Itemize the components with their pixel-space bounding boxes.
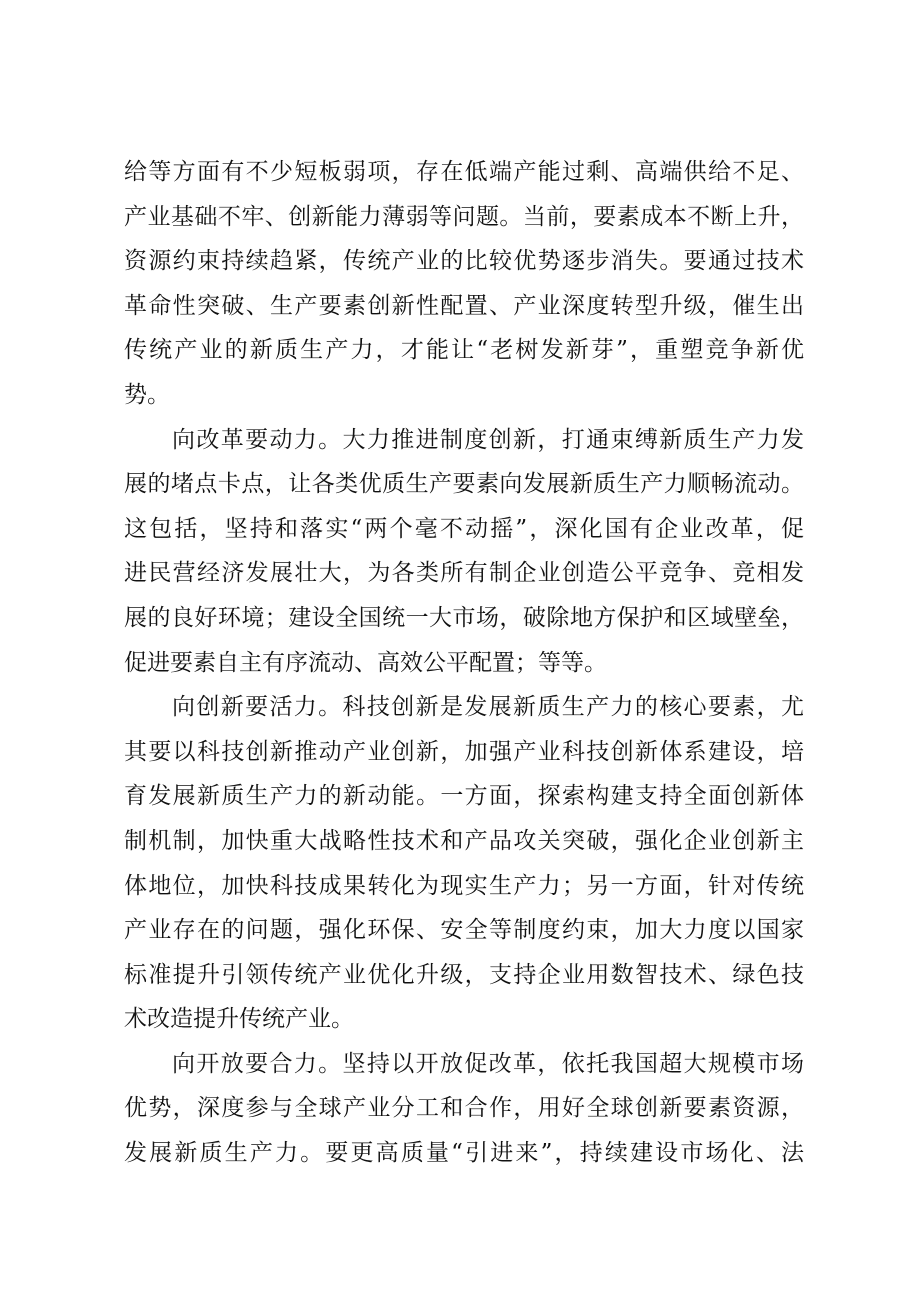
text-line: 这包括，坚持和落实“两个毫不动摇”，深化国有企业改革，促: [124, 515, 804, 542]
text-line: 产业存在的问题，强化环保、安全等制度约束，加大力度以国家: [124, 917, 804, 944]
text-line: 产业基础不牢、创新能力薄弱等问题。当前，要素成本不断上升，: [124, 203, 804, 230]
text-line: 向开放要合力。坚持以开放促改革，依托我国超大规模市场: [172, 1050, 804, 1077]
text-line: 展的堵点卡点，让各类优质生产要素向发展新质生产力顺畅流动。: [124, 471, 804, 498]
text-line: 向改革要动力。大力推进制度创新，打通束缚新质生产力发: [172, 426, 804, 453]
text-line: 向创新要活力。科技创新是发展新质生产力的核心要素，尤: [172, 694, 804, 721]
text-line: 制机制，加快重大战略性技术和产品攻关突破，强化企业创新主: [124, 827, 804, 854]
document-body: [124, 150, 804, 1176]
text-line: 传统产业的新质生产力，才能让“老树发新芽”，重塑竞争新优: [124, 337, 804, 364]
text-line: 标准提升引领传统产业优化升级，支持企业用数智技术、绿色技: [124, 961, 804, 988]
paragraph-reform: [124, 418, 804, 686]
text-line: 给等方面有不少短板弱项，存在低端产能过剩、高端供给不足、: [124, 159, 804, 185]
paragraph-continuation: [124, 150, 804, 418]
text-line: 体地位，加快科技成果转化为现实生产力；另一方面，针对传统: [124, 872, 804, 899]
text-line: 展的良好环境；建设全国统一大市场，破除地方保护和区域壁垒，: [124, 604, 804, 631]
text-line: 术改造提升传统产业。: [124, 1006, 354, 1033]
text-line: 育发展新质生产力的新动能。一方面，探索构建支持全面创新体: [124, 783, 804, 810]
text-line: 进民营经济发展壮大，为各类所有制企业创造公平竞争、竞相发: [124, 560, 804, 587]
paragraph-innovation: [124, 685, 804, 1042]
text-line: 优势，深度参与全球产业分工和合作，用好全球创新要素资源，: [124, 1095, 804, 1122]
text-line: 促进要素自主有序流动、高效公平配置；等等。: [124, 649, 607, 676]
text-line: 其要以科技创新推动产业创新，加强产业科技创新体系建设，培: [124, 738, 804, 765]
text-line: 资源约束持续趋紧，传统产业的比较优势逐步消失。要通过技术: [124, 248, 804, 275]
text-line: 势。: [124, 381, 170, 408]
paragraph-opening: [124, 1042, 804, 1176]
text-line: 发展新质生产力。要更高质量“引进来”，持续建设市场化、法: [124, 1140, 804, 1167]
text-line: 革命性突破、生产要素创新性配置、产业深度转型升级，催生出: [124, 292, 804, 319]
